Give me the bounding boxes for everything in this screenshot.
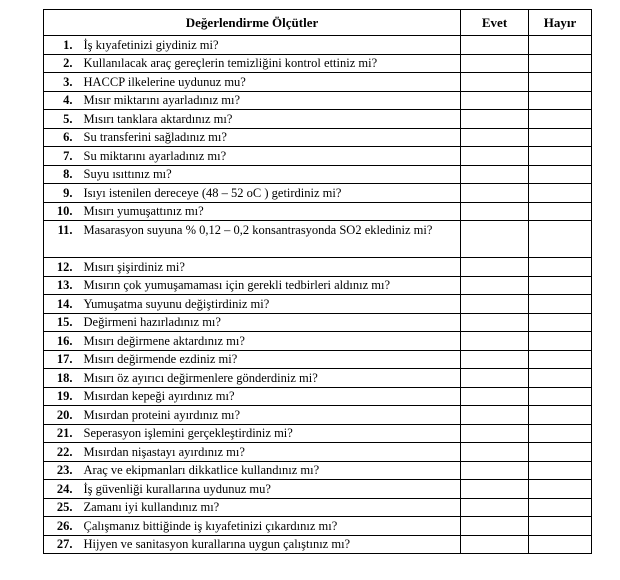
- criterion-text: Mısırı tanklara aktardınız mı?: [81, 110, 461, 129]
- criterion-text: Mısırın çok yumuşamaması için gerekli tedbirleri aldınız mı?: [81, 276, 461, 295]
- yes-cell[interactable]: [461, 424, 529, 443]
- criterion-text: Kullanılacak araç gereçlerin temizliğini kontrol ettiniz mi?: [81, 54, 461, 73]
- no-cell[interactable]: [529, 498, 592, 517]
- yes-cell[interactable]: [461, 128, 529, 147]
- row-number: 27.: [44, 535, 81, 554]
- yes-cell[interactable]: [461, 276, 529, 295]
- criterion-text: Isıyı istenilen dereceye (48 – 52 oC ) getirdiniz mi?: [81, 184, 461, 203]
- no-cell[interactable]: [529, 36, 592, 55]
- no-cell[interactable]: [529, 350, 592, 369]
- row-number: 9.: [44, 184, 81, 203]
- yes-cell[interactable]: [461, 110, 529, 129]
- criterion-text: Değirmeni hazırladınız mı?: [81, 313, 461, 332]
- criterion-text: Mısırdan kepeği ayırdınız mı?: [81, 387, 461, 406]
- criterion-text: Çalışmanız bittiğinde iş kıyafetinizi çıkardınız mı?: [81, 517, 461, 536]
- no-cell[interactable]: [529, 517, 592, 536]
- no-cell[interactable]: [529, 202, 592, 221]
- yes-cell[interactable]: [461, 406, 529, 425]
- yes-cell[interactable]: [461, 295, 529, 314]
- criterion-text: Masarasyon suyuna % 0,12 – 0,2 konsantrasyonda SO2 eklediniz mi?: [81, 221, 461, 258]
- criterion-text: Su miktarını ayarladınız mı?: [81, 147, 461, 166]
- no-cell[interactable]: [529, 424, 592, 443]
- table-row: [44, 313, 592, 332]
- table-row: [44, 332, 592, 351]
- yes-cell[interactable]: [461, 147, 529, 166]
- no-cell[interactable]: [529, 184, 592, 203]
- row-number: 23.: [44, 461, 81, 480]
- row-number: 4.: [44, 91, 81, 110]
- yes-cell[interactable]: [461, 535, 529, 554]
- row-number: 10.: [44, 202, 81, 221]
- criterion-text: Mısırı değirmende ezdiniz mi?: [81, 350, 461, 369]
- table-row: [44, 517, 592, 536]
- criterion-text: Mısırı yumuşattınız mı?: [81, 202, 461, 221]
- criterion-text: HACCP ilkelerine uydunuz mu?: [81, 73, 461, 92]
- yes-cell[interactable]: [461, 517, 529, 536]
- criterion-text: Araç ve ekipmanları dikkatlice kullandınız mı?: [81, 461, 461, 480]
- no-cell[interactable]: [529, 73, 592, 92]
- no-cell[interactable]: [529, 443, 592, 462]
- no-cell[interactable]: [529, 91, 592, 110]
- yes-cell[interactable]: [461, 480, 529, 499]
- row-number: 26.: [44, 517, 81, 536]
- criterion-text: Mısırı değirmene aktardınız mı?: [81, 332, 461, 351]
- row-number: 19.: [44, 387, 81, 406]
- no-header: Hayır: [529, 10, 592, 36]
- no-cell[interactable]: [529, 128, 592, 147]
- criterion-text: Mısırdan proteini ayırdınız mı?: [81, 406, 461, 425]
- yes-cell[interactable]: [461, 461, 529, 480]
- no-cell[interactable]: [529, 258, 592, 277]
- table-row: [44, 147, 592, 166]
- no-cell[interactable]: [529, 295, 592, 314]
- no-cell[interactable]: [529, 480, 592, 499]
- yes-cell[interactable]: [461, 332, 529, 351]
- table-row: [44, 258, 592, 277]
- no-cell[interactable]: [529, 369, 592, 388]
- table-row: [44, 73, 592, 92]
- row-number: 3.: [44, 73, 81, 92]
- yes-cell[interactable]: [461, 498, 529, 517]
- row-number: 17.: [44, 350, 81, 369]
- table-row: [44, 443, 592, 462]
- table-row: [44, 276, 592, 295]
- table-row: [44, 295, 592, 314]
- table-row: [44, 369, 592, 388]
- row-number: 7.: [44, 147, 81, 166]
- row-number: 22.: [44, 443, 81, 462]
- row-number: 25.: [44, 498, 81, 517]
- no-cell[interactable]: [529, 535, 592, 554]
- row-number: 14.: [44, 295, 81, 314]
- table-row: [44, 54, 592, 73]
- criterion-text: Zamanı iyi kullandınız mı?: [81, 498, 461, 517]
- criterion-text: Mısırı şişirdiniz mi?: [81, 258, 461, 277]
- table-row: [44, 480, 592, 499]
- row-number: 24.: [44, 480, 81, 499]
- yes-header: Evet: [461, 10, 529, 36]
- criteria-header: Değerlendirme Ölçütler: [44, 10, 461, 36]
- table-row: [44, 498, 592, 517]
- yes-cell[interactable]: [461, 350, 529, 369]
- yes-cell[interactable]: [461, 36, 529, 55]
- table-row: [44, 461, 592, 480]
- criterion-text: Mısır miktarını ayarladınız mı?: [81, 91, 461, 110]
- yes-cell[interactable]: [461, 313, 529, 332]
- no-cell[interactable]: [529, 110, 592, 129]
- no-cell[interactable]: [529, 332, 592, 351]
- row-number: 20.: [44, 406, 81, 425]
- row-number: 8.: [44, 165, 81, 184]
- row-number: 13.: [44, 276, 81, 295]
- table-row: [44, 36, 592, 55]
- no-cell[interactable]: [529, 147, 592, 166]
- criterion-text: Seperasyon işlemini gerçekleştirdiniz mi?: [81, 424, 461, 443]
- table-row: [44, 406, 592, 425]
- no-cell[interactable]: [529, 387, 592, 406]
- table-header-row: [44, 10, 592, 36]
- row-number: 11.: [44, 221, 81, 258]
- criterion-text: Hijyen ve sanitasyon kurallarına uygun çalıştınız mı?: [81, 535, 461, 554]
- yes-cell[interactable]: [461, 258, 529, 277]
- row-number: 1.: [44, 36, 81, 55]
- yes-cell[interactable]: [461, 443, 529, 462]
- row-number: 5.: [44, 110, 81, 129]
- yes-cell[interactable]: [461, 369, 529, 388]
- row-number: 18.: [44, 369, 81, 388]
- no-cell[interactable]: [529, 165, 592, 184]
- yes-cell[interactable]: [461, 221, 529, 258]
- no-cell[interactable]: [529, 54, 592, 73]
- yes-cell[interactable]: [461, 91, 529, 110]
- criterion-text: Mısırı öz ayırıcı değirmenlere gönderdiniz mi?: [81, 369, 461, 388]
- no-cell[interactable]: [529, 313, 592, 332]
- yes-cell[interactable]: [461, 202, 529, 221]
- yes-cell[interactable]: [461, 73, 529, 92]
- yes-cell[interactable]: [461, 54, 529, 73]
- table-row: [44, 221, 592, 258]
- criterion-text: Su transferini sağladınız mı?: [81, 128, 461, 147]
- row-number: 15.: [44, 313, 81, 332]
- table-row: [44, 424, 592, 443]
- criterion-text: İş kıyafetinizi giydiniz mi?: [81, 36, 461, 55]
- row-number: 6.: [44, 128, 81, 147]
- no-cell[interactable]: [529, 276, 592, 295]
- row-number: 21.: [44, 424, 81, 443]
- criterion-text: Yumuşatma suyunu değiştirdiniz mi?: [81, 295, 461, 314]
- criterion-text: Mısırdan nişastayı ayırdınız mı?: [81, 443, 461, 462]
- table-row: [44, 110, 592, 129]
- table-row: [44, 184, 592, 203]
- row-number: 16.: [44, 332, 81, 351]
- row-number: 12.: [44, 258, 81, 277]
- yes-cell[interactable]: [461, 165, 529, 184]
- criterion-text: Suyu ısıttınız mı?: [81, 165, 461, 184]
- criterion-text: İş güvenliği kurallarına uydunuz mu?: [81, 480, 461, 499]
- table-row: [44, 91, 592, 110]
- no-cell[interactable]: [529, 461, 592, 480]
- table-row: [44, 387, 592, 406]
- table-row: [44, 128, 592, 147]
- no-cell[interactable]: [529, 406, 592, 425]
- evaluation-checklist-table: [43, 9, 592, 554]
- row-number: 2.: [44, 54, 81, 73]
- table-row: [44, 202, 592, 221]
- yes-cell[interactable]: [461, 387, 529, 406]
- table-row: [44, 165, 592, 184]
- yes-cell[interactable]: [461, 184, 529, 203]
- table-row: [44, 350, 592, 369]
- table-row: [44, 535, 592, 554]
- no-cell[interactable]: [529, 221, 592, 258]
